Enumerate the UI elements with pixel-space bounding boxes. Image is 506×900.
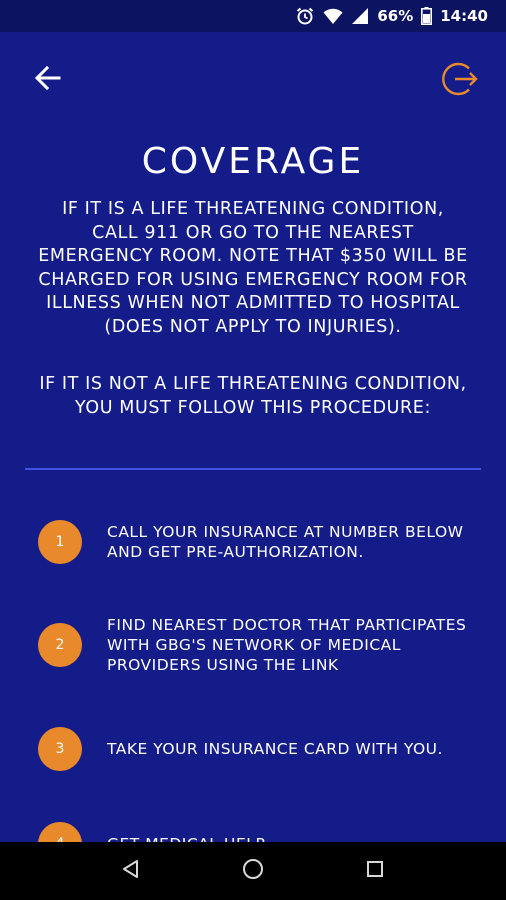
app-content [0,32,506,842]
step-text: TAKE YOUR INSURANCE CARD WITH YOU. [107,740,443,758]
emergency-notice: IF IT IS A LIFE THREATENING CONDITION, CALL 911 OR GO TO THE NEAREST EMERGENCY ROOM. NOTE THAT $350 WILL BE CHARGED FOR USING EMERGENCY ROOM FOR ILLNESS WHEN NOT ADMITTED TO HOSPITAL (DOES NOT APPLY TO INJURIES). [38,199,468,337]
logout-icon [439,59,479,103]
home-circle-icon [242,858,264,884]
status-bar [0,0,506,32]
clock: 14:40 [440,7,488,25]
battery-percent: 66% [377,7,414,25]
step-number-badge: 2 [38,623,82,667]
signal-icon [351,7,369,25]
step-item-1 [38,520,478,564]
step-text: FIND NEAREST DOCTOR THAT PARTICIPATES WITH GBG'S NETWORK OF MEDICAL PROVIDERS USING THE LINK [107,616,467,674]
step-number-badge: 3 [38,727,82,771]
back-button[interactable] [30,62,66,98]
wifi-icon [323,7,343,25]
nav-back-button[interactable] [111,851,151,891]
nav-recents-button[interactable] [355,851,395,891]
alarm-icon [295,6,315,26]
arrow-left-icon [35,66,61,94]
page-title: COVERAGE [141,141,365,183]
procedure-intro: IF IT IS NOT A LIFE THREATENING CONDITION, YOU MUST FOLLOW THIS PROCEDURE: [39,374,467,418]
step-number-badge: 1 [38,520,82,564]
navigation-bar [0,842,506,900]
step-item-2[interactable] [38,615,478,675]
back-triangle-icon [121,859,141,883]
divider [25,468,481,470]
step-text: CALL YOUR INSURANCE AT NUMBER BELOW AND GET PRE-AUTHORIZATION. [107,523,464,561]
battery-icon [421,7,432,25]
step-item-3 [38,727,478,771]
recents-square-icon [366,860,384,882]
nav-home-button[interactable] [233,851,273,891]
logout-button[interactable] [438,60,480,102]
